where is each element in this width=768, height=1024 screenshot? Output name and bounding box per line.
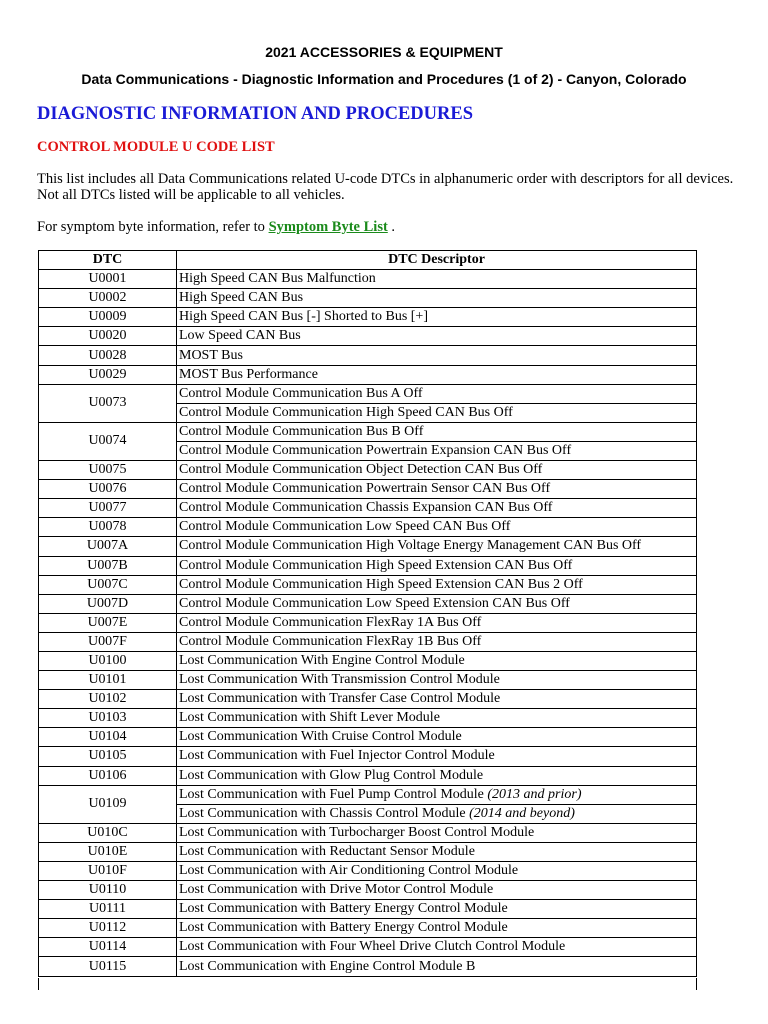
dtc-descriptor-text: MOST Bus Performance: [179, 366, 318, 382]
dtc-descriptor-text: Control Module Communication High Speed Extension CAN Bus 2 Off: [179, 576, 583, 592]
table-row: [39, 651, 697, 670]
dtc-descriptor-cell: [177, 671, 697, 690]
table-row: [39, 594, 697, 613]
table-row: [39, 575, 697, 594]
dtc-code-cell: U0105: [39, 747, 177, 766]
table-row: [39, 499, 697, 518]
table-row: [39, 556, 697, 575]
dtc-code-cell: U0109: [39, 785, 177, 823]
dtc-code-cell: U0077: [39, 499, 177, 518]
dtc-descriptor-cell: [177, 919, 697, 938]
table-row: [39, 938, 697, 957]
dtc-code-cell: U0074: [39, 422, 177, 460]
dtc-descriptor-text: MOST Bus: [179, 347, 243, 363]
dtc-code-cell: U007C: [39, 575, 177, 594]
table-row: [39, 422, 697, 441]
intro-paragraph: This list includes all Data Communications related U-code DTCs in alphanumeric order with descriptors for all devices. Not all DTCs listed will be applicable to all vehicles.: [37, 171, 734, 203]
dtc-descriptor-cell: [177, 900, 697, 919]
dtc-code-cell: U0115: [39, 957, 177, 976]
dtc-code-cell: U0009: [39, 308, 177, 327]
dtc-code-cell: U0111: [39, 900, 177, 919]
dtc-descriptor-cell: [177, 785, 697, 804]
symptom-prefix: For symptom byte information, refer to: [37, 219, 269, 235]
dtc-code-cell: U007B: [39, 556, 177, 575]
dtc-code-cell: U0020: [39, 327, 177, 346]
dtc-descriptor-text: Low Speed CAN Bus: [179, 328, 301, 344]
dtc-code-cell: U0073: [39, 384, 177, 422]
dtc-descriptor-cell: [177, 403, 697, 422]
dtc-descriptor-cell: [177, 480, 697, 499]
dtc-descriptor-cell: [177, 957, 697, 976]
dtc-column-header: DTC: [39, 251, 177, 270]
dtc-model-year-note: (2014 and beyond): [469, 805, 575, 821]
table-row: [39, 919, 697, 938]
dtc-code-cell: U010F: [39, 862, 177, 881]
table-row: [39, 518, 697, 537]
dtc-descriptor-text: Lost Communication With Transmission Control Module: [179, 672, 500, 688]
dtc-descriptor-text: Lost Communication with Four Wheel Drive Clutch Control Module: [179, 939, 566, 955]
dtc-descriptor-cell: [177, 747, 697, 766]
dtc-descriptor-cell: [177, 422, 697, 441]
dtc-descriptor-cell: [177, 651, 697, 670]
table-row: [39, 862, 697, 881]
dtc-descriptor-text: Lost Communication With Cruise Control Module: [179, 729, 462, 745]
dtc-descriptor-text: Control Module Communication FlexRay 1A Bus Off: [179, 614, 482, 630]
dtc-code-cell: U0102: [39, 690, 177, 709]
dtc-code-cell: U0029: [39, 365, 177, 384]
dtc-code-cell: U0110: [39, 881, 177, 900]
table-row: [39, 709, 697, 728]
dtc-descriptor-text: Lost Communication with Turbocharger Boost Control Module: [179, 824, 535, 840]
dtc-descriptor-text: Lost Communication with Reductant Sensor Module: [179, 843, 475, 859]
dtc-descriptor-cell: [177, 766, 697, 785]
table-row: [39, 365, 697, 384]
table-row: [39, 785, 697, 804]
dtc-descriptor-text: Lost Communication With Engine Control Module: [179, 653, 465, 669]
dtc-descriptor-text: Control Module Communication Low Speed Extension CAN Bus Off: [179, 595, 570, 611]
table-row: [39, 900, 697, 919]
table-row: [39, 270, 697, 289]
dtc-code-cell: U0100: [39, 651, 177, 670]
dtc-descriptor-text: Lost Communication with Transfer Case Control Module: [179, 691, 501, 707]
document-header-title: 2021 ACCESSORIES & EQUIPMENT: [265, 44, 503, 60]
dtc-code-cell: U0028: [39, 346, 177, 365]
table-header-row: [39, 251, 697, 270]
table-row: [39, 289, 697, 308]
dtc-code-cell: U010C: [39, 823, 177, 842]
dtc-descriptor-cell: [177, 728, 697, 747]
dtc-descriptor-cell: [177, 346, 697, 365]
dtc-code-cell: U0076: [39, 480, 177, 499]
table-row: [39, 632, 697, 651]
dtc-code-cell: U0002: [39, 289, 177, 308]
dtc-descriptor-text: Lost Communication with Glow Plug Control Module: [179, 767, 484, 783]
dtc-table: [38, 250, 697, 977]
table-continuation-line-right: [696, 978, 697, 990]
dtc-descriptor-text: Control Module Communication High Speed CAN Bus Off: [179, 404, 513, 420]
dtc-table-body: [39, 270, 697, 976]
subsection-title: CONTROL MODULE U CODE LIST: [37, 139, 275, 155]
dtc-descriptor-text: High Speed CAN Bus [-] Shorted to Bus [+]: [179, 309, 428, 325]
table-row: [39, 537, 697, 556]
dtc-code-cell: U0106: [39, 766, 177, 785]
table-row: [39, 461, 697, 480]
dtc-code-cell: U0101: [39, 671, 177, 690]
dtc-descriptor-cell: [177, 881, 697, 900]
dtc-descriptor-text: Control Module Communication Bus A Off: [179, 385, 423, 401]
section-title: DIAGNOSTIC INFORMATION AND PROCEDURES: [37, 104, 473, 124]
dtc-descriptor-text: Control Module Communication High Voltage Energy Management CAN Bus Off: [179, 538, 642, 554]
dtc-descriptor-text: Lost Communication with Engine Control Module B: [179, 958, 476, 974]
dtc-descriptor-text: Lost Communication with Drive Motor Control Module: [179, 882, 494, 898]
dtc-descriptor-text: Lost Communication with Battery Energy Control Module: [179, 901, 508, 917]
dtc-descriptor-cell: [177, 709, 697, 728]
dtc-descriptor-text: Control Module Communication FlexRay 1B Bus Off: [179, 633, 482, 649]
dtc-code-cell: U007E: [39, 613, 177, 632]
dtc-descriptor-text: High Speed CAN Bus Malfunction: [179, 271, 376, 287]
dtc-code-cell: U007D: [39, 594, 177, 613]
dtc-descriptor-text: Control Module Communication Chassis Expansion CAN Bus Off: [179, 500, 553, 516]
table-row: [39, 728, 697, 747]
document-header-subtitle: Data Communications - Diagnostic Information and Procedures (1 of 2) - Canyon, Colorado: [81, 71, 687, 87]
symptom-byte-list-link[interactable]: Symptom Byte List: [268, 219, 388, 235]
dtc-descriptor-cell: [177, 365, 697, 384]
table-row: [39, 613, 697, 632]
dtc-descriptor-text: Control Module Communication Low Speed CAN Bus Off: [179, 519, 511, 535]
dtc-descriptor-cell: [177, 690, 697, 709]
dtc-descriptor-text: High Speed CAN Bus: [179, 290, 304, 306]
table-row: [39, 308, 697, 327]
dtc-descriptor-cell: [177, 384, 697, 403]
dtc-code-cell: U0104: [39, 728, 177, 747]
dtc-descriptor-text: Lost Communication with Battery Energy Control Module: [179, 920, 508, 936]
descriptor-column-header: DTC Descriptor: [177, 251, 697, 270]
dtc-descriptor-cell: [177, 575, 697, 594]
dtc-code-cell: U0075: [39, 461, 177, 480]
dtc-descriptor-cell: [177, 613, 697, 632]
dtc-descriptor-text: Lost Communication with Fuel Pump Control Module: [179, 786, 484, 802]
dtc-descriptor-text: Control Module Communication Object Detection CAN Bus Off: [179, 462, 543, 478]
dtc-code-cell: U0103: [39, 709, 177, 728]
dtc-code-cell: U007F: [39, 632, 177, 651]
dtc-code-cell: U007A: [39, 537, 177, 556]
dtc-descriptor-cell: [177, 499, 697, 518]
dtc-descriptor-text: Lost Communication with Fuel Injector Control Module: [179, 748, 495, 764]
dtc-descriptor-cell: [177, 441, 697, 460]
dtc-descriptor-cell: [177, 270, 697, 289]
table-row: [39, 766, 697, 785]
dtc-descriptor-cell: [177, 938, 697, 957]
dtc-descriptor-cell: [177, 823, 697, 842]
dtc-descriptor-text: Control Module Communication Powertrain Expansion CAN Bus Off: [179, 442, 572, 458]
dtc-descriptor-cell: [177, 632, 697, 651]
dtc-model-year-note: (2013 and prior): [487, 786, 582, 802]
dtc-code-cell: U0112: [39, 919, 177, 938]
dtc-descriptor-cell: [177, 537, 697, 556]
dtc-descriptor-cell: [177, 308, 697, 327]
dtc-code-cell: U0001: [39, 270, 177, 289]
dtc-descriptor-cell: [177, 289, 697, 308]
table-row: [39, 842, 697, 861]
table-continuation-line-left: [38, 978, 39, 990]
symptom-suffix: .: [387, 219, 396, 235]
dtc-descriptor-cell: [177, 804, 697, 823]
dtc-descriptor-cell: [177, 461, 697, 480]
table-row: [39, 327, 697, 346]
dtc-descriptor-text: Control Module Communication High Speed Extension CAN Bus Off: [179, 557, 573, 573]
dtc-descriptor-text: Lost Communication with Shift Lever Module: [179, 710, 440, 726]
symptom-reference: [37, 219, 395, 236]
table-row: [39, 690, 697, 709]
table-row: [39, 480, 697, 499]
dtc-descriptor-cell: [177, 862, 697, 881]
dtc-descriptor-cell: [177, 327, 697, 346]
dtc-descriptor-text: Control Module Communication Bus B Off: [179, 423, 424, 439]
table-row: [39, 823, 697, 842]
table-row: [39, 384, 697, 403]
dtc-descriptor-cell: [177, 518, 697, 537]
dtc-descriptor-cell: [177, 842, 697, 861]
table-row: [39, 747, 697, 766]
dtc-code-cell: U0078: [39, 518, 177, 537]
table-row: [39, 671, 697, 690]
table-row: [39, 346, 697, 365]
dtc-descriptor-text: Lost Communication with Chassis Control Module: [179, 805, 466, 821]
table-row: [39, 957, 697, 976]
dtc-code-cell: U0114: [39, 938, 177, 957]
dtc-descriptor-cell: [177, 594, 697, 613]
dtc-descriptor-cell: [177, 556, 697, 575]
dtc-descriptor-text: Control Module Communication Powertrain Sensor CAN Bus Off: [179, 481, 551, 497]
dtc-code-cell: U010E: [39, 842, 177, 861]
dtc-descriptor-text: Lost Communication with Air Conditioning Control Module: [179, 863, 519, 879]
table-row: [39, 881, 697, 900]
